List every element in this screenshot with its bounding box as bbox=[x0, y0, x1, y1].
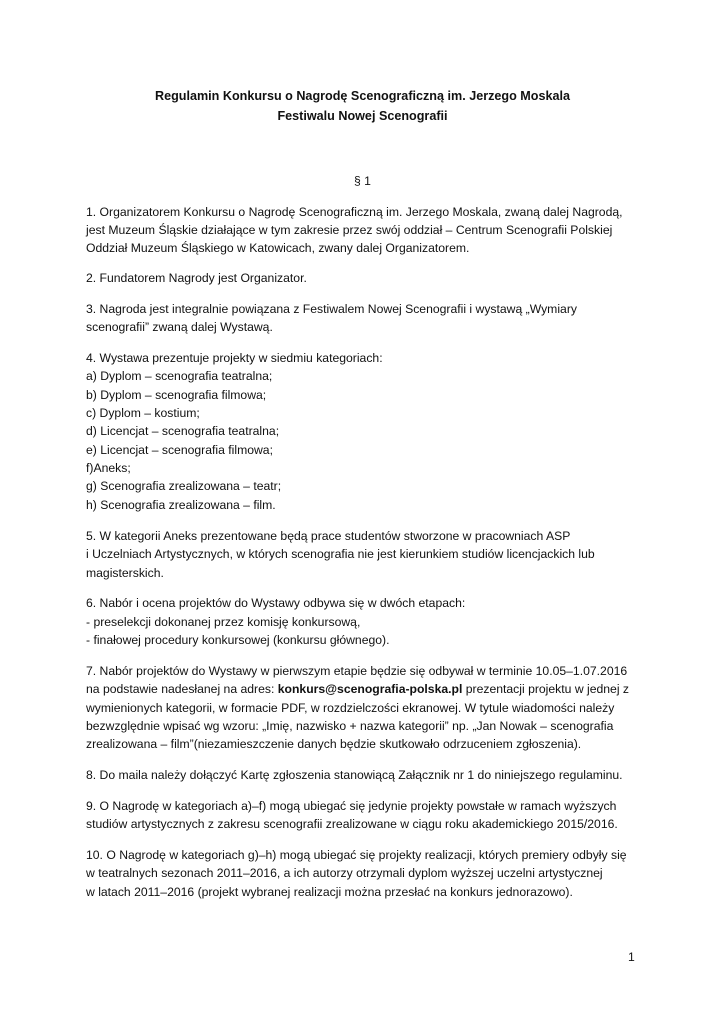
paragraph-3-line: scenografii” zwaną dalej Wystawą. bbox=[86, 320, 273, 334]
paragraph-4-intro: 4. Wystawa prezentuje projekty w siedmiu kategoriach: bbox=[86, 351, 383, 365]
category-list-item: c) Dyplom – kostium; bbox=[86, 406, 200, 420]
paragraph-7-line: bezwzględnie wpisać wg wzoru: „Imię, nazwisko + nazwa kategorii” np. „Jan Nowak – scenografia bbox=[86, 719, 614, 733]
paragraph-7-text: prezentacji projektu w jednej z bbox=[462, 682, 630, 696]
category-list-item: e) Licencjat – scenografia filmowa; bbox=[86, 443, 273, 457]
paragraph-6-line: - preselekcji dokonanej przez komisję konkursową, bbox=[86, 615, 361, 629]
paragraph-6-line: - finałowej procedury konkursowej (konkursu głównego). bbox=[86, 633, 390, 647]
paragraph-5-line: 5. W kategorii Aneks prezentowane będą prace studentów stworzone w pracowniach ASP bbox=[86, 529, 571, 543]
document-title-line-1: Regulamin Konkursu o Nagrodę Scenograficzną im. Jerzego Moskala bbox=[155, 89, 570, 103]
document-title-line-2: Festiwalu Nowej Scenografii bbox=[277, 109, 448, 123]
category-list-item: d) Licencjat – scenografia teatralna; bbox=[86, 424, 280, 438]
category-list-item: b) Dyplom – scenografia filmowa; bbox=[86, 388, 267, 402]
paragraph-1-line: Oddział Muzeum Śląskiego w Katowicach, zwany dalej Organizatorem. bbox=[86, 241, 470, 255]
paragraph-10-line: w teatralnych sezonach 2011–2016, a ich autorzy otrzymali dyplom wyższej uczelni artystycznej bbox=[86, 866, 603, 880]
paragraph-5-line: magisterskich. bbox=[86, 566, 164, 580]
category-list-item: f)Aneks; bbox=[86, 461, 131, 475]
paragraph-7-line: 7. Nabór projektów do Wystawy w pierwszym etapie będzie się odbywał w terminie 10.05–1.07.2016 bbox=[86, 664, 628, 678]
paragraph-7-line bbox=[86, 680, 629, 698]
paragraph-7-text: na podstawie nadesłanej na adres: bbox=[86, 682, 278, 696]
category-list-item: h) Scenografia zrealizowana – film. bbox=[86, 498, 276, 512]
paragraph-7-line: wymienionych kategorii, w formacie PDF, w rozdzielczości ekranowej. W tytule wiadomości należy bbox=[86, 701, 615, 715]
paragraph-5-line: i Uczelniach Artystycznych, w których scenografia nie jest kierunkiem studiów licencjackich lub bbox=[86, 547, 595, 561]
paragraph-10-line: w latach 2011–2016 (projekt wybranej realizacji można przesłać na konkurs jednorazowo). bbox=[86, 885, 573, 899]
category-list-item: g) Scenografia zrealizowana – teatr; bbox=[86, 479, 282, 493]
paragraph-9-line: 9. O Nagrodę w kategoriach a)–f) mogą ubiegać się jedynie projekty powstałe w ramach wyższych bbox=[86, 799, 617, 813]
paragraph-10-line: 10. O Nagrodę w kategoriach g)–h) mogą ubiegać się projekty realizacji, których premiery odbyły się bbox=[86, 848, 627, 862]
contact-email-link[interactable]: konkurs@scenografia-polska.pl bbox=[277, 682, 463, 696]
paragraph-8-line: 8. Do maila należy dołączyć Kartę zgłoszenia stanowiącą Załącznik nr 1 do niniejszego regulaminu. bbox=[86, 768, 623, 782]
paragraph-3-line: 3. Nagroda jest integralnie powiązana z Festiwalem Nowej Scenografii i wystawą „Wymiary bbox=[86, 302, 577, 316]
paragraph-6-line: 6. Nabór i ocena projektów do Wystawy odbywa się w dwóch etapach: bbox=[86, 596, 466, 610]
paragraph-7-line: zrealizowana – film”(niezamieszczenie danych będzie skutkowało odrzuceniem zgłoszenia). bbox=[86, 737, 582, 751]
paragraph-1-line: 1. Organizatorem Konkursu o Nagrodę Scenograficzną im. Jerzego Moskala, zwaną dalej Nagrodą, bbox=[86, 205, 623, 219]
page-number: 1 bbox=[628, 950, 635, 964]
paragraph-9-line: studiów artystycznych z zakresu scenografii zrealizowane w ciągu roku akademickiego 2015/2016. bbox=[86, 817, 618, 831]
paragraph-2-line: 2. Fundatorem Nagrody jest Organizator. bbox=[86, 271, 307, 285]
category-list-item: a) Dyplom – scenografia teatralna; bbox=[86, 369, 273, 383]
section-mark: § 1 bbox=[354, 174, 371, 188]
paragraph-1-line: jest Muzeum Śląskie działające w tym zakresie przez swój oddział – Centrum Scenografii Polskiej bbox=[86, 223, 613, 237]
